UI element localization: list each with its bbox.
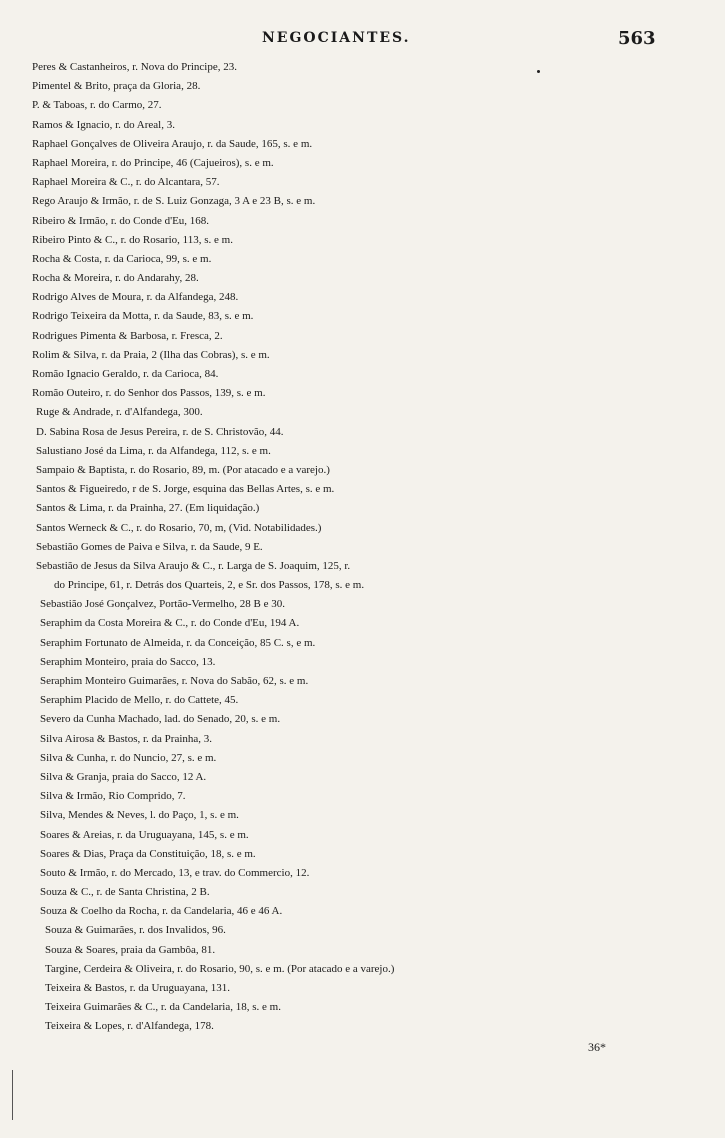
- list-item: Soares & Areias, r. da Uruguayana, 145, s. e m.: [40, 828, 249, 841]
- list-item: Souza & Soares, praia da Gambôa, 81.: [45, 943, 216, 956]
- list-item: Rego Araujo & Irmão, r. de S. Luiz Gonzaga, 3 A e 23 B, s. e m.: [32, 195, 316, 208]
- list-item: Silva, Mendes & Neves, l. do Paço, 1, s. e m.: [40, 809, 239, 822]
- list-item: Teixeira & Lopes, r. d'Alfandega, 178.: [45, 1020, 214, 1033]
- list-item: Souza & Coelho da Rocha, r. da Candelaria, 46 e 46 A.: [40, 905, 283, 918]
- margin-rule: [12, 1070, 13, 1120]
- list-item: Santos & Lima, r. da Prainha, 27. (Em liquidação.): [36, 502, 260, 515]
- list-item: Seraphim Fortunato de Almeida, r. da Conceição, 85 C. s, e m.: [40, 636, 316, 649]
- list-item: Targine, Cerdeira & Oliveira, r. do Rosario, 90, s. e m. (Por atacado e a varejo.): [45, 962, 395, 975]
- list-item: Santos & Figueiredo, r de S. Jorge, esquina das Bellas Artes, s. e m.: [36, 483, 335, 496]
- list-item: Romão Ignacio Geraldo, r. da Carioca, 84.: [32, 368, 219, 380]
- list-item: Rodrigo Alves de Moura, r. da Alfandega, 248.: [32, 291, 239, 304]
- list-item: Severo da Cunha Machado, lad. do Senado, 20, s. e m.: [40, 713, 281, 726]
- list-item: Salustiano José da Lima, r. da Alfandega, 112, s. e m.: [36, 444, 271, 457]
- list-item: Souza & C., r. de Santa Christina, 2 B.: [40, 886, 210, 899]
- ink-speck: [537, 70, 540, 73]
- list-item: Pimentel & Brito, praça da Gloria, 28.: [32, 80, 201, 93]
- list-item: D. Sabina Rosa de Jesus Pereira, r. de S. Christovão, 44.: [36, 425, 284, 438]
- list-item: Rodrigo Teixeira da Motta, r. da Saude, 83, s. e m.: [32, 310, 254, 323]
- list-item: Romão Outeiro, r. do Senhor dos Passos, 139, s. e m.: [32, 387, 266, 400]
- list-item: Rocha & Moreira, r. do Andarahy, 28.: [32, 272, 199, 285]
- list-item: Rocha & Costa, r. da Carioca, 99, s. e m.: [32, 252, 212, 265]
- list-item: Sebastião Gomes de Paiva e Silva, r. da Saude, 9 E.: [36, 540, 263, 553]
- list-item: Rodrigues Pimenta & Barbosa, r. Fresca, 2.: [32, 329, 223, 342]
- list-item: do Principe, 61, r. Detrás dos Quarteis, 2, e Sr. dos Passos, 178, s. e m.: [54, 579, 365, 592]
- list-item: Peres & Castanheiros, r. Nova do Principe, 23.: [32, 61, 237, 73]
- printer-signature-mark: 36*: [588, 1040, 606, 1054]
- list-item: Ramos & Ignacio, r. do Areal, 3.: [32, 118, 175, 131]
- list-item: Souza & Guimarães, r. dos Invalidos, 96.: [45, 924, 226, 937]
- page-number: 563: [618, 28, 656, 49]
- list-item: Souto & Irmão, r. do Mercado, 13, e trav. do Commercio, 12.: [40, 866, 310, 879]
- list-item: Silva & Granja, praia do Sacco, 12 A.: [40, 770, 207, 783]
- list-item: Rolim & Silva, r. da Praia, 2 (Ilha das Cobras), s. e m.: [32, 348, 270, 361]
- list-item: Teixeira Guimarães & C., r. da Candelaria, 18, s. e m.: [45, 1001, 281, 1014]
- list-item: P. & Taboas, r. do Carmo, 27.: [32, 99, 162, 112]
- list-item: Silva & Cunha, r. do Nuncio, 27, s. e m.: [40, 751, 217, 764]
- list-item: Raphael Moreira & C., r. do Alcantara, 57.: [32, 176, 220, 189]
- list-item: Sampaio & Baptista, r. do Rosario, 89, m. (Por atacado e a varejo.): [36, 463, 330, 476]
- page-header: [0, 30, 725, 52]
- list-item: Seraphim Monteiro Guimarães, r. Nova do Sabão, 62, s. e m.: [40, 675, 309, 687]
- list-item: Sebastião José Gonçalvez, Portão-Vermelho, 28 B e 30.: [40, 598, 285, 611]
- list-item: Ribeiro Pinto & C., r. do Rosario, 113, s. e m.: [32, 233, 233, 246]
- list-item: Sebastião de Jesus da Silva Araujo & C., r. Larga de S. Joaquim, 125, r.: [36, 559, 351, 572]
- list-item: Seraphim Placido de Mello, r. do Cattete, 45.: [40, 694, 239, 707]
- list-item: Silva Airosa & Bastos, r. da Prainha, 3.: [40, 732, 213, 745]
- list-item: Soares & Dias, Praça da Constituição, 18, s. e m.: [40, 847, 256, 860]
- list-item: Seraphim Monteiro, praia do Sacco, 13.: [40, 655, 216, 668]
- page-title: NEGOCIANTES.: [262, 30, 411, 46]
- list-item: Raphael Moreira, r. do Principe, 46 (Cajueiros), s. e m.: [32, 156, 274, 169]
- list-item: Ribeiro & Irmão, r. do Conde d'Eu, 168.: [32, 214, 210, 227]
- list-item: Silva & Irmão, Rio Comprido, 7.: [40, 790, 186, 803]
- list-item: Ruge & Andrade, r. d'Alfandega, 300.: [36, 406, 203, 419]
- list-item: Santos Werneck & C., r. do Rosario, 70, m, (Vid. Notabilidades.): [36, 521, 322, 534]
- list-item: Raphael Gonçalves de Oliveira Araujo, r. da Saude, 165, s. e m.: [32, 137, 313, 150]
- list-item: Seraphim da Costa Moreira & C., r. do Conde d'Eu, 194 A.: [40, 617, 300, 630]
- list-item: Teixeira & Bastos, r. da Uruguayana, 131.: [45, 982, 230, 994]
- merchant-list: [0, 58, 725, 1037]
